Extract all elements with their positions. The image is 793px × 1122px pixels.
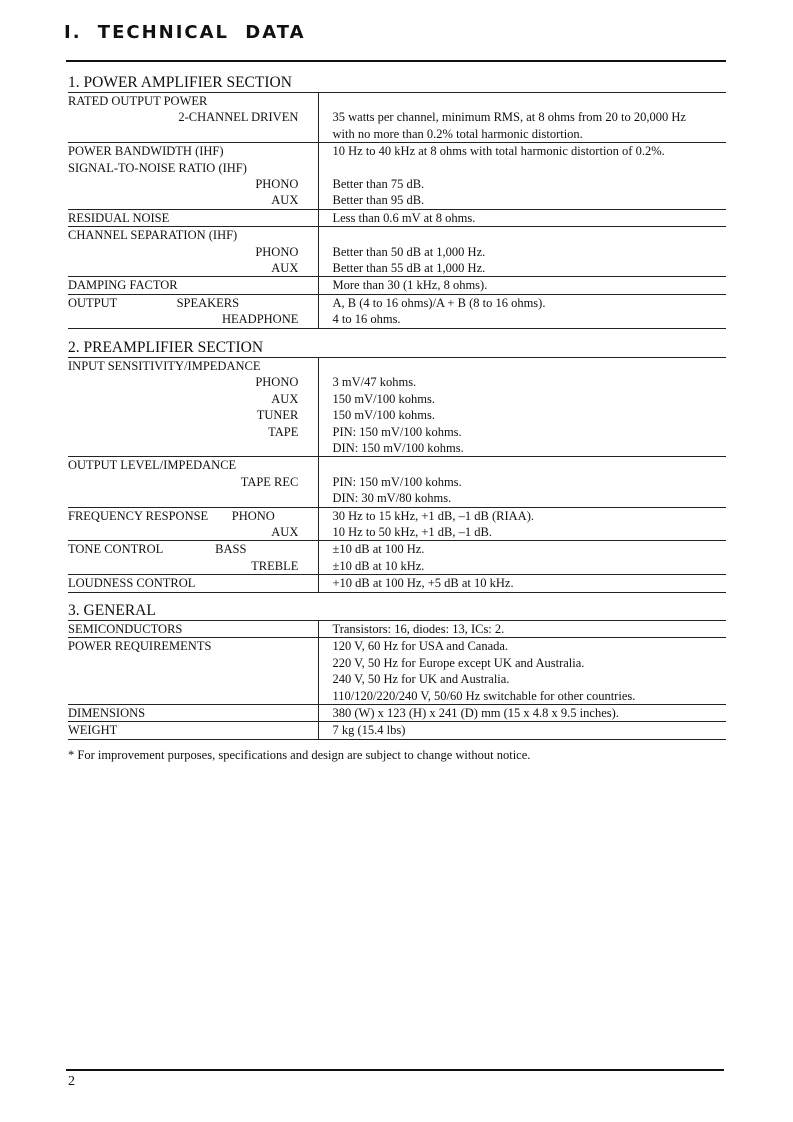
- spec-row: [68, 541, 726, 558]
- spec-label-cell: [68, 558, 318, 575]
- spec-table: [68, 92, 726, 329]
- spec-value: 35 watts per channel, minimum RMS, at 8 ohms from 20 to 20,000 Hz: [332, 110, 686, 125]
- spec-sublabel: PHONO: [255, 177, 299, 192]
- spec-value: DIN: 30 mV/80 kohms.: [332, 491, 452, 506]
- spec-row: [68, 160, 726, 176]
- spec-label: DIMENSIONS: [68, 706, 146, 721]
- spec-sublabel: PHONO: [255, 375, 299, 390]
- spec-label-cell: [68, 541, 318, 558]
- spec-row: [68, 638, 726, 655]
- section-preamplifier: [68, 339, 726, 593]
- spec-row: [68, 474, 726, 490]
- spec-row: [68, 621, 726, 638]
- spec-row: [68, 490, 726, 507]
- spec-label-cell: [68, 93, 318, 110]
- spec-value: 110/120/220/240 V, 50/60 Hz switchable for other countries.: [332, 688, 636, 703]
- spec-label-cell: [68, 474, 318, 490]
- spec-value: Better than 50 dB at 1,000 Hz.: [332, 244, 486, 259]
- spec-value: with no more than 0.2% total harmonic distortion.: [332, 126, 583, 141]
- spec-row: [68, 277, 726, 294]
- spec-sublabel: AUX: [271, 525, 299, 540]
- spec-row: [68, 440, 726, 457]
- spec-label-cell: [68, 160, 318, 176]
- spec-sublabel: PHONO: [255, 244, 299, 259]
- page-title: I. TECHNICAL DATA: [64, 22, 306, 43]
- spec-label-cell: [68, 294, 318, 311]
- spec-value: DIN: 150 mV/100 kohms.: [332, 441, 464, 456]
- spec-row: [68, 524, 726, 541]
- spec-label: WEIGHT: [68, 723, 118, 738]
- spec-label-cell: [68, 311, 318, 328]
- page-number: 2: [68, 1074, 75, 1089]
- spec-row: [68, 143, 726, 160]
- spec-value: +10 dB at 100 Hz, +5 dB at 10 kHz.: [318, 575, 726, 592]
- spec-label-cell: [68, 655, 318, 671]
- spec-value: PIN: 150 mV/100 kohms.: [332, 474, 462, 489]
- spec-row: [68, 507, 726, 524]
- spec-label: CHANNEL SEPARATION (IHF): [68, 228, 238, 243]
- spec-label-cell: [68, 374, 318, 390]
- spec-row: [68, 311, 726, 328]
- spec-label: DAMPING FACTOR: [68, 278, 178, 293]
- spec-row: [68, 457, 726, 474]
- spec-value: PIN: 150 mV/100 kohms.: [332, 424, 462, 439]
- spec-sublabel: TAPE REC: [240, 474, 299, 489]
- spec-value: ±10 dB at 100 Hz.: [318, 541, 726, 558]
- spec-sublabel: 2-CHANNEL DRIVEN: [178, 110, 299, 125]
- spec-label-cell: [68, 407, 318, 423]
- spec-value: 220 V, 50 Hz for Europe except UK and Australia.: [332, 655, 585, 670]
- spec-value: More than 30 (1 kHz, 8 ohms).: [318, 277, 726, 294]
- spec-sublabel: TAPE: [268, 424, 299, 439]
- footer-divider: [66, 1069, 724, 1071]
- spec-label: INPUT SENSITIVITY/IMPEDANCE: [68, 359, 261, 373]
- section-general: [68, 602, 726, 740]
- spec-value: 150 mV/100 kohms.: [332, 408, 435, 423]
- spec-row: [68, 244, 726, 260]
- spec-value: Transistors: 16, diodes: 13, ICs: 2.: [318, 621, 726, 638]
- spec-value: 30 Hz to 15 kHz, +1 dB, –1 dB (RIAA).: [318, 507, 726, 524]
- spec-label-cell: [68, 524, 318, 541]
- spec-label-cell: [68, 688, 318, 705]
- spec-value: ±10 dB at 10 kHz.: [332, 558, 425, 573]
- spec-label-cell: [68, 457, 318, 474]
- spec-value: Better than 75 dB.: [332, 177, 425, 192]
- spec-sublabel: SPEAKERS: [176, 295, 240, 310]
- spec-sublabel: AUX: [271, 391, 299, 406]
- spec-row: [68, 294, 726, 311]
- spec-label-cell: [68, 244, 318, 260]
- spec-value: 3 mV/47 kohms.: [332, 375, 417, 390]
- spec-table: [68, 620, 726, 740]
- section-heading: 2. PREAMPLIFIER SECTION: [68, 339, 264, 356]
- spec-label-cell: [68, 143, 318, 160]
- spec-label: RESIDUAL NOISE: [68, 210, 170, 225]
- spec-label-cell: [68, 260, 318, 277]
- spec-row: [68, 126, 726, 143]
- spec-sublabel: AUX: [271, 261, 299, 276]
- spec-value: A, B (4 to 16 ohms)/A + B (8 to 16 ohms).: [318, 294, 726, 311]
- spec-row: [68, 655, 726, 671]
- spec-row: [68, 671, 726, 687]
- spec-label: RATED OUTPUT POWER: [68, 94, 208, 108]
- spec-label: FREQUENCY RESPONSE: [68, 508, 209, 523]
- spec-label: SEMICONDUCTORS: [68, 622, 183, 636]
- spec-sublabel: AUX: [271, 193, 299, 208]
- spec-label-cell: [68, 424, 318, 440]
- spec-label-cell: [68, 507, 318, 524]
- spec-label-cell: [68, 575, 318, 592]
- spec-row: [68, 558, 726, 575]
- spec-label-cell: [68, 277, 318, 294]
- spec-value: 120 V, 60 Hz for USA and Canada.: [318, 638, 726, 655]
- section-heading: 3. GENERAL: [68, 602, 156, 619]
- spec-label: OUTPUT: [68, 295, 118, 310]
- footnote: * For improvement purposes, specifications and design are subject to change without notice.: [68, 748, 531, 762]
- spec-row: [68, 424, 726, 440]
- spec-label-cell: [68, 490, 318, 507]
- spec-label: TONE CONTROL: [68, 542, 164, 557]
- spec-label-cell: [68, 126, 318, 143]
- spec-row: [68, 391, 726, 407]
- spec-value: [318, 358, 726, 375]
- spec-label-cell: [68, 391, 318, 407]
- spec-row: [68, 260, 726, 277]
- spec-label-cell: [68, 209, 318, 226]
- spec-value: [318, 227, 726, 244]
- spec-label-cell: [68, 440, 318, 457]
- spec-row: [68, 688, 726, 705]
- spec-value: [318, 93, 726, 110]
- spec-value: [318, 160, 726, 176]
- spec-row: [68, 227, 726, 244]
- spec-label: OUTPUT LEVEL/IMPEDANCE: [68, 458, 237, 473]
- spec-row: [68, 192, 726, 209]
- spec-label: SIGNAL-TO-NOISE RATIO (IHF): [68, 160, 247, 175]
- spec-table: [68, 357, 726, 593]
- spec-sublabel: HEADPHONE: [221, 312, 299, 327]
- spec-label: POWER REQUIREMENTS: [68, 639, 212, 654]
- spec-value: 150 mV/100 kohms.: [332, 391, 435, 406]
- spec-row: [68, 209, 726, 226]
- spec-value: 7 kg (15.4 lbs): [318, 722, 726, 739]
- spec-row: [68, 374, 726, 390]
- spec-value: 4 to 16 ohms.: [318, 311, 726, 328]
- spec-row: [68, 358, 726, 375]
- spec-value: [318, 457, 726, 474]
- spec-row: [68, 93, 726, 110]
- spec-row: [68, 575, 726, 592]
- spec-value: Better than 55 dB at 1,000 Hz.: [332, 261, 486, 276]
- spec-label-cell: [68, 638, 318, 655]
- spec-label: LOUDNESS CONTROL: [68, 576, 196, 591]
- spec-label: POWER BANDWIDTH (IHF): [68, 144, 224, 159]
- spec-label-cell: [68, 722, 318, 739]
- spec-label-cell: [68, 109, 318, 125]
- spec-label-cell: [68, 192, 318, 209]
- spec-label-cell: [68, 705, 318, 722]
- spec-value: Less than 0.6 mV at 8 ohms.: [318, 209, 726, 226]
- spec-value: 380 (W) x 123 (H) x 241 (D) mm (15 x 4.8 x 9.5 inches).: [318, 705, 726, 722]
- spec-label-cell: [68, 671, 318, 687]
- section-power-amplifier: [68, 74, 726, 329]
- spec-value: 10 Hz to 50 kHz, +1 dB, –1 dB.: [332, 525, 492, 540]
- spec-sublabel: TUNER: [256, 408, 299, 423]
- spec-sublabel: BASS: [215, 542, 247, 557]
- section-heading: 1. POWER AMPLIFIER SECTION: [68, 74, 292, 91]
- spec-row: [68, 176, 726, 192]
- spec-label-cell: [68, 227, 318, 244]
- spec-row: [68, 722, 726, 739]
- spec-value: Better than 95 dB.: [332, 193, 425, 208]
- spec-value: 10 Hz to 40 kHz at 8 ohms with total harmonic distortion of 0.2%.: [318, 143, 726, 160]
- spec-sublabel: PHONO: [231, 508, 275, 523]
- spec-sublabel: TREBLE: [251, 558, 299, 573]
- spec-label-cell: [68, 176, 318, 192]
- spec-label-cell: [68, 621, 318, 638]
- spec-row: [68, 109, 726, 125]
- title-divider: [66, 60, 726, 62]
- spec-label-cell: [68, 358, 318, 375]
- spec-value: 240 V, 50 Hz for UK and Australia.: [332, 672, 510, 687]
- spec-row: [68, 407, 726, 423]
- spec-row: [68, 705, 726, 722]
